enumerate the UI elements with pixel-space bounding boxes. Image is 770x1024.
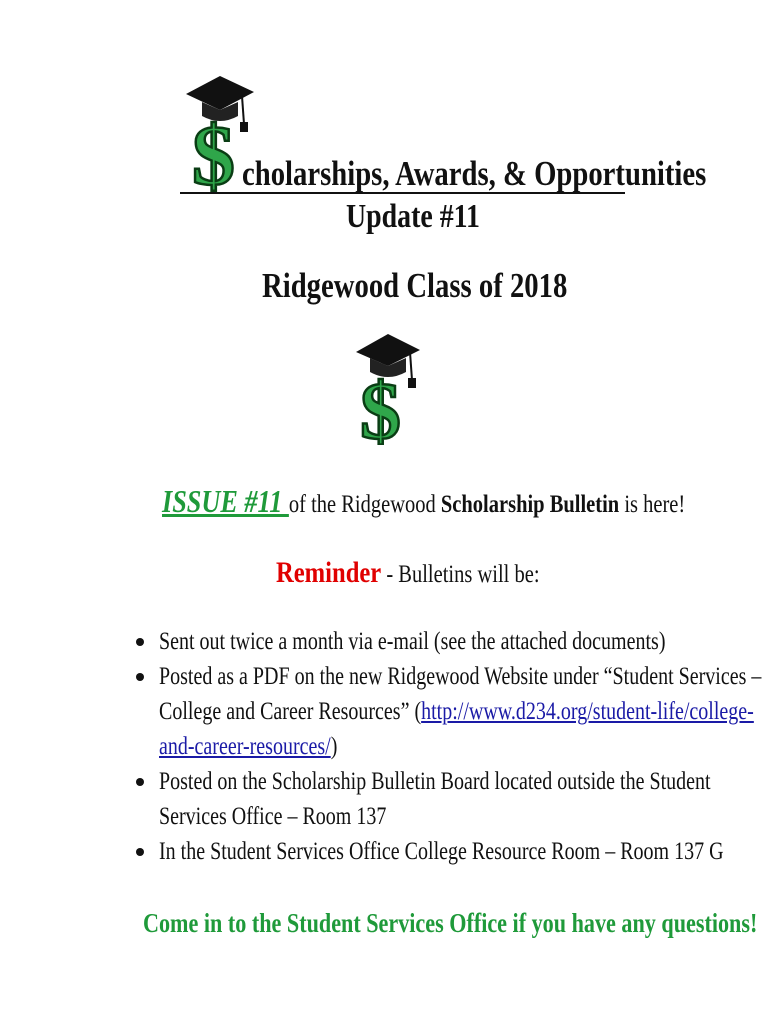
bullet-dot bbox=[136, 673, 144, 681]
intro-text: of the Ridgewood bbox=[288, 491, 441, 518]
issue-announcement bbox=[162, 483, 770, 520]
reminder-label: Reminder bbox=[276, 556, 382, 589]
update-text: Update #11 bbox=[346, 198, 481, 235]
college-resources-link[interactable]: http://www.d234.org/student-life/college-and-career-resources/ bbox=[159, 698, 754, 760]
list-item-text bbox=[159, 659, 768, 764]
list-item-text-before-link: Posted as a PDF on the new Ridgewood Website under “Student Services – College and Career Resources” ( bbox=[159, 663, 762, 725]
bulletin-name: Scholarship Bulletin bbox=[440, 491, 620, 518]
bullet-dot bbox=[136, 848, 144, 856]
intro-text-end: is here! bbox=[619, 491, 686, 518]
dollar-graduation-cap-icon bbox=[352, 330, 424, 445]
list-item-text: In the Student Services Office College Resource Room – Room 137 G bbox=[159, 838, 724, 865]
list-item bbox=[128, 659, 768, 764]
svg-text:$: $ bbox=[360, 365, 401, 445]
class-of-text: Ridgewood Class of 2018 bbox=[262, 266, 568, 305]
list-item bbox=[128, 764, 768, 834]
reminder-line bbox=[276, 556, 597, 590]
bullet-dot bbox=[136, 778, 144, 786]
list-item-text-after-link: ) bbox=[330, 733, 338, 760]
list-item-text: Posted on the Scholarship Bulletin Board located outside the Student Services Office – Room 137 bbox=[159, 768, 711, 830]
class-of-heading bbox=[262, 266, 634, 306]
title-text: cholarships, Awards, & Opportunities bbox=[242, 154, 707, 193]
issue-number: ISSUE #11 bbox=[162, 483, 289, 519]
list-item-text: Sent out twice a month via e-mail (see the attached documents) bbox=[159, 628, 666, 655]
svg-text:$: $ bbox=[192, 107, 235, 192]
list-item bbox=[128, 624, 768, 659]
footer-text: Come in to the Student Services Office if you have any questions! bbox=[143, 908, 758, 938]
list-item bbox=[128, 834, 768, 869]
bulletin-distribution-list bbox=[128, 624, 768, 869]
bullet-dot bbox=[136, 638, 144, 646]
page-title bbox=[180, 150, 707, 200]
reminder-text: - Bulletins will be: bbox=[381, 561, 540, 588]
footer-message bbox=[143, 908, 770, 939]
update-number bbox=[346, 198, 509, 236]
